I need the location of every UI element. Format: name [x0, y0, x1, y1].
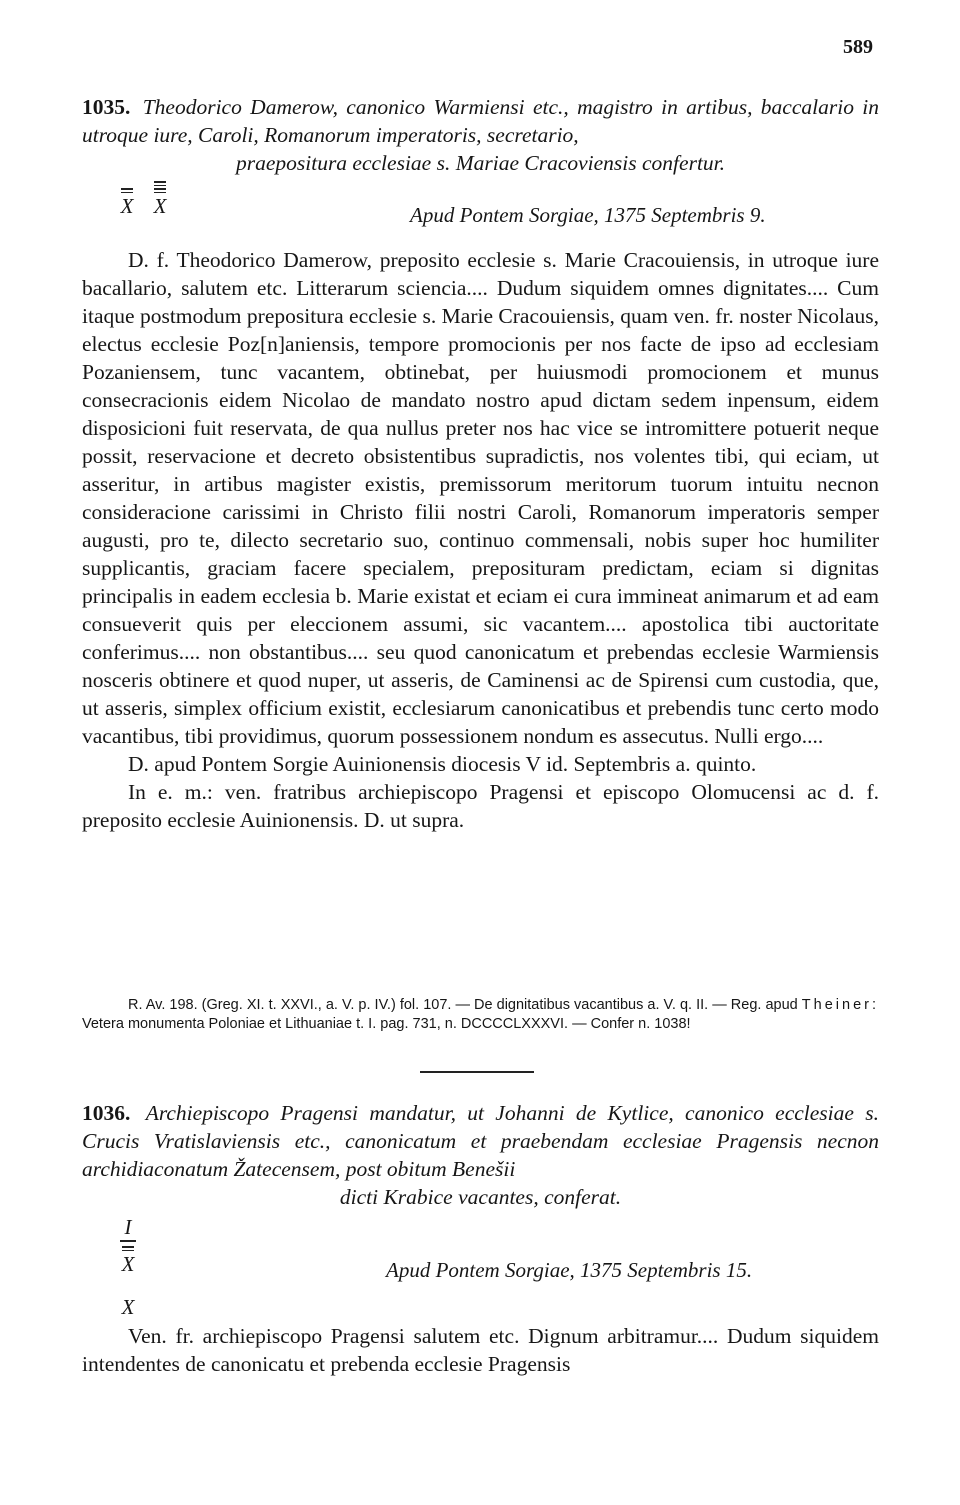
entry-1035-footnote	[82, 996, 879, 1034]
siglum-letter: X	[120, 194, 134, 218]
siglum-mark	[154, 185, 166, 187]
siglum	[117, 1216, 139, 1244]
entry-1036-header	[82, 1099, 879, 1211]
siglum-mark	[121, 188, 133, 190]
footnote-text	[82, 996, 879, 1034]
siglum-mark	[154, 181, 166, 183]
section-divider	[420, 1071, 534, 1073]
siglum	[116, 186, 138, 217]
entry-title: Archiepiscopo Pragensi mandatur, ut Johanni de Kytlice, canonico ecclesiae s. Crucis Vratislaviensis etc., canonicatum et praebendam ecclesiae Pragensis necnon archidiaconatum Žatecensem, post obitum Benešii	[82, 1101, 879, 1181]
paragraph: Ven. fr. archiepiscopo Pragensi salutem etc. Dignum arbitramur.... Dudum siquidem intendentes de canonicatu et prebenda ecclesie Pragensis	[82, 1324, 879, 1376]
siglum-letter: I	[124, 1215, 132, 1239]
paragraph: D. apud Pontem Sorgie Auinionensis diocesis V id. Septembris a. quinto.	[128, 752, 757, 776]
siglum-letter: X	[121, 1295, 135, 1319]
siglum-mark	[122, 1246, 134, 1248]
entry-number: 1036.	[82, 1101, 131, 1125]
siglum-mark	[154, 188, 166, 190]
siglum-letter: X	[121, 1252, 135, 1276]
siglum	[117, 1296, 139, 1318]
siglum-mark	[121, 192, 133, 194]
entry-title-last-line: dicti Krabice vacantes, conferat.	[339, 1185, 622, 1209]
paragraph: D. f. Theodorico Damerow, preposito ecclesie s. Marie Cracouiensis, in utroque iure bacallario, salutem etc. Litterarum sciencia.... Dudum siquidem omnes dignitates.... Cum itaque postmodum prepositura ecclesie s. Marie Cracouiensis, quam ven. fr. noster Nicolaus, electus ecclesie Poz[n]aniensis, tempore promocionis per nos facte de ipso ad ecclesiam Pozaniensem, tunc vacantem, obtinebat, per huiusmodi promocionem et munus consecracionis eidem Nicolao de mandato nostro apud dictam sedem inpensum, eidem disposicioni fuit reservata, de qua nullus preter nos hac vice se intromittere potuerit neque possit, reservacione et decreto obsistentibus supradictis, nos volentes tibi, qui eciam, ut asseritur, in artibus magister existis, premissorum meritorum tuorum intuitu necnon consideracione carissimi in Christo filii nostri Caroli, Romanorum imperatoris semper augusti, pro te, dilecto secretario suo, continuo commensali, nobis super hoc humiliter supplicantis, graciam facere specialem, preposituram predictam, eciam si dignitas principalis in eadem ecclesia b. Marie existat et eciam ei cura immineat animarum et ad eam consueverit quis per eleccionem assumi, sic vacantem.... apostolica tibi auctoritate conferimus.... non obstantibus.... seu quod canonicatum et prebendas ecclesie Warmiensis nosceris obtinere et quod nuper, ut asseris, de Caminensi ac de Spirensi cum custodia, que, ut asseris, simplex officium existit, ecclesiarum canonicatibus et prebendis tunc certo modo vacantibus, tibi providimus, quorum possessionem nondum es assecutus. Nulli ergo....	[82, 248, 879, 748]
footnote-author: Theiner:	[801, 997, 879, 1013]
entry-title: Theodorico Damerow, canonico Warmiensi etc., magistro in artibus, baccalario in utroque iure, Caroli, Romanorum imperatoris, secretario,	[82, 95, 879, 147]
siglum-letter: X	[153, 194, 167, 218]
footnote-text-part: R. Av. 198. (Greg. XI. t. XXVI., a. V. p. IV.) fol. 107. — De dignitatibus vacantibus a. V. q. II. — Reg. apud	[128, 997, 798, 1013]
entry-title-last-line: praepositura ecclesiae s. Mariae Cracoviensis confertur.	[235, 151, 726, 175]
entry-1036-date: Apud Pontem Sorgiae, 1375 Septembris 15.	[386, 1258, 753, 1282]
siglum	[149, 179, 171, 217]
siglum	[117, 1244, 139, 1275]
entry-1035-date: Apud Pontem Sorgiae, 1375 Septembris 9.	[410, 203, 766, 227]
siglum-mark	[122, 1250, 134, 1252]
footnote-text-part: Vetera monumenta Poloniae et Lithuaniae t. I. pag. 731, n. DCCCCLXXXVI. — Confer n. 1038!	[82, 1016, 691, 1032]
paragraph: In e. m.: ven. fratribus archiepiscopo Pragensi et episcopo Olomucensi ac d. f. preposito ecclesie Auinionensis. D. ut supra.	[82, 780, 879, 832]
entry-1035-body	[82, 246, 879, 834]
entry-1036-body	[82, 1322, 879, 1378]
siglum-mark	[154, 192, 166, 194]
siglum-mark	[120, 1240, 136, 1242]
entry-1035-header	[82, 93, 879, 177]
entry-number: 1035.	[82, 95, 131, 119]
page-number: 589	[843, 36, 873, 58]
